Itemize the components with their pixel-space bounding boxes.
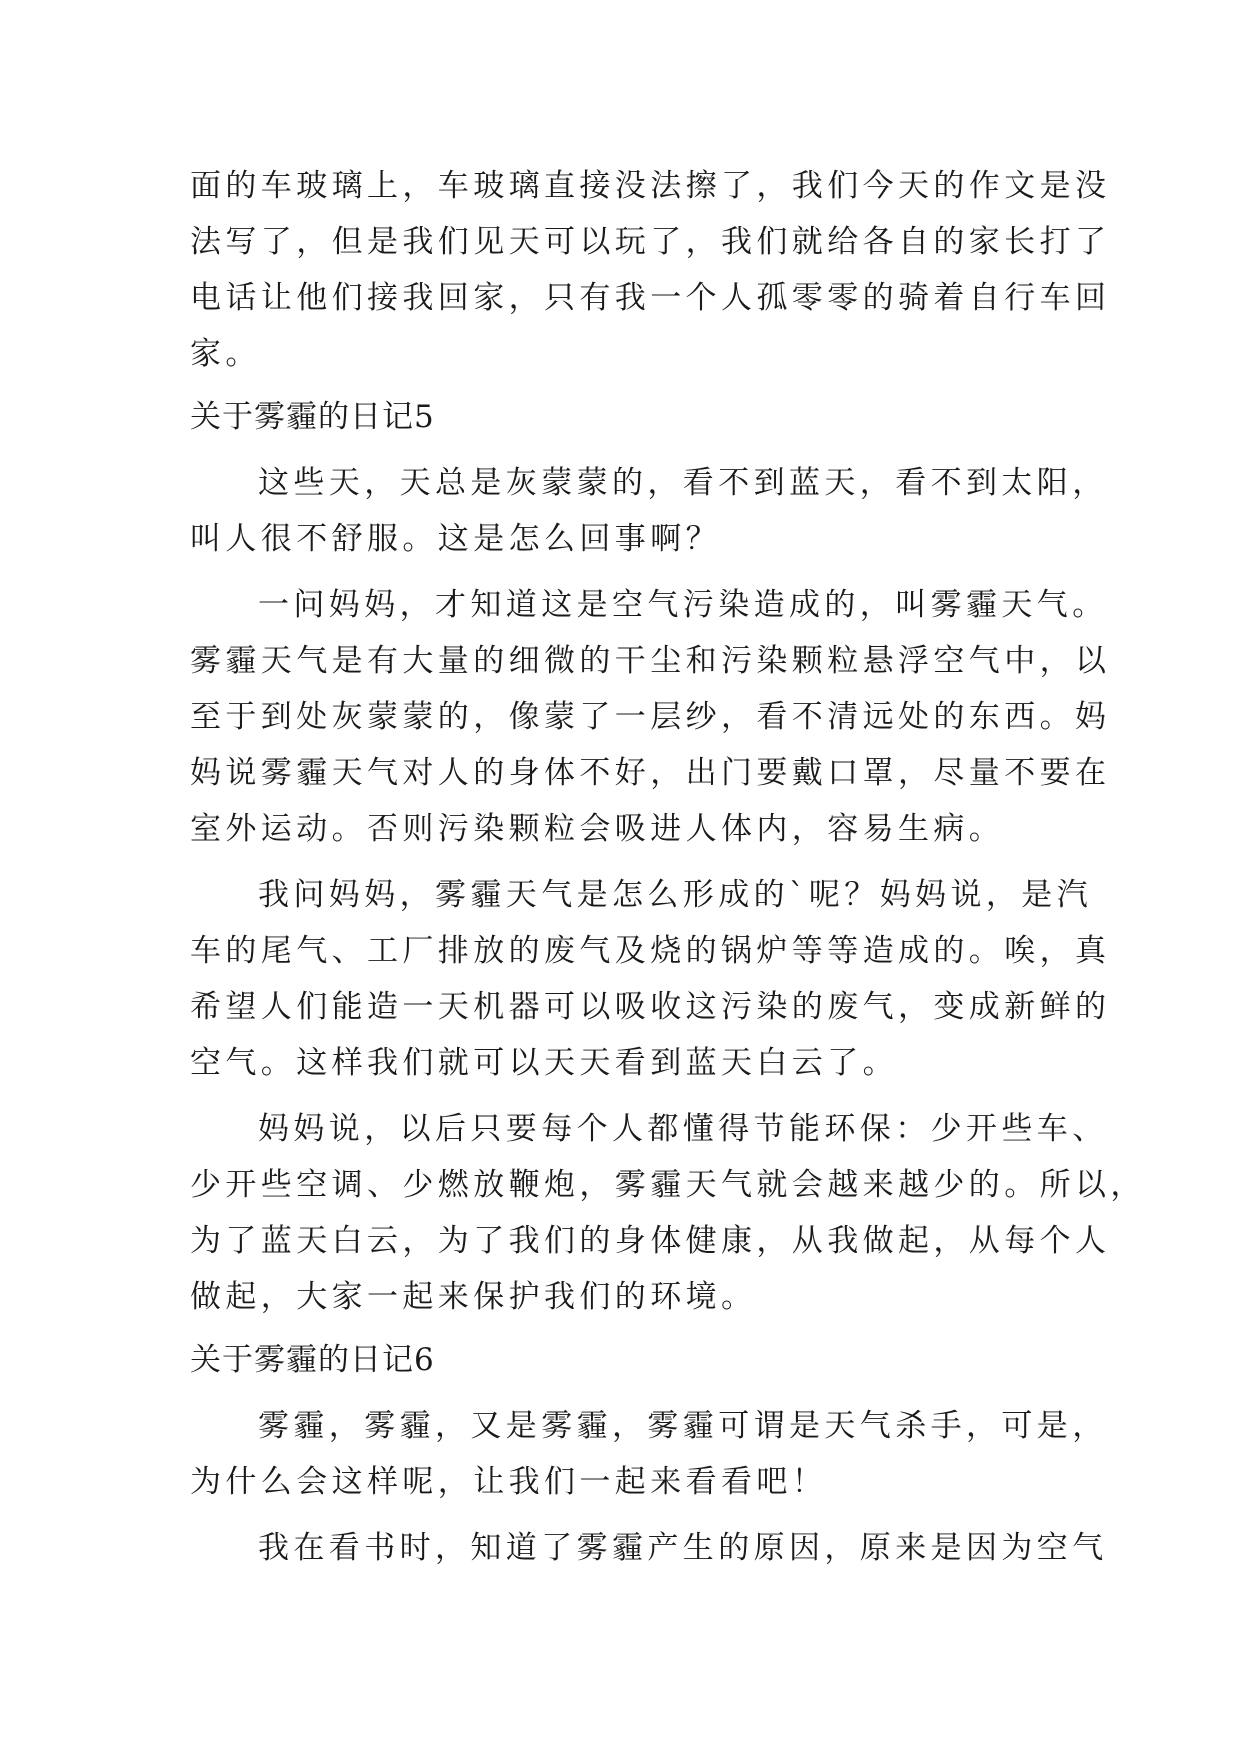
text-line: 空气。这样我们就可以天天看到蓝天白云了。 xyxy=(190,1045,898,1081)
text-line: 室外运动。否则污染颗粒会吸进人体内，容易生病。 xyxy=(190,811,1005,847)
text-line: 车的尾气、工厂排放的废气及烧的锅炉等等造成的。唉，真 xyxy=(190,933,1111,969)
text-line: 法写了，但是我们见天可以玩了，我们就给各自的家长打了 xyxy=(190,224,1111,260)
text-line: 雾霾天气是有大量的细微的干尘和污染颗粒悬浮空气中，以 xyxy=(190,643,1111,679)
paragraph-first-line: 妈妈说，以后只要每个人都懂得节能环保：少开些车、 xyxy=(258,1111,1108,1147)
text-line: 电话让他们接我回家，只有我一个人孤零零的骑着自行车回 xyxy=(190,280,1111,316)
text-line: 家。 xyxy=(190,336,261,372)
text-line: 少开些空调、少燃放鞭炮，雾霾天气就会越来越少的。所以， xyxy=(190,1167,1146,1203)
paragraph-first-line: 这些天，天总是灰蒙蒙的，看不到蓝天，看不到太阳， xyxy=(258,465,1108,501)
text-line: 妈说雾霾天气对人的身体不好，出门要戴口罩，尽量不要在 xyxy=(190,755,1111,791)
text-line: 为什么会这样呢，让我们一起来看看吧！ xyxy=(190,1464,828,1500)
paragraph-first-line: 我在看书时，知道了雾霾产生的原因，原来是因为空气 xyxy=(258,1530,1108,1566)
text-line: 叫人很不舒服。这是怎么回事啊？ xyxy=(190,521,721,557)
section-heading: 关于雾霾的日记5 xyxy=(190,399,435,435)
text-line: 希望人们能造一天机器可以吸收这污染的废气，变成新鲜的 xyxy=(190,989,1111,1025)
text-line: 做起，大家一起来保护我们的环境。 xyxy=(190,1279,757,1315)
paragraph-first-line: 一问妈妈，才知道这是空气污染造成的，叫雾霾天气。 xyxy=(258,587,1108,623)
paragraph-first-line: 我问妈妈，雾霾天气是怎么形成的`呢？妈妈说，是汽 xyxy=(258,877,1093,913)
paragraph-first-line: 雾霾，雾霾，又是雾霾，雾霾可谓是天气杀手，可是， xyxy=(258,1408,1108,1444)
text-line: 为了蓝天白云，为了我们的身体健康，从我做起，从每个人 xyxy=(190,1223,1111,1259)
section-heading: 关于雾霾的日记6 xyxy=(190,1342,435,1378)
text-line: 面的车玻璃上，车玻璃直接没法擦了，我们今天的作文是没 xyxy=(190,168,1111,204)
text-line: 至于到处灰蒙蒙的，像蒙了一层纱，看不清远处的东西。妈 xyxy=(190,699,1111,735)
